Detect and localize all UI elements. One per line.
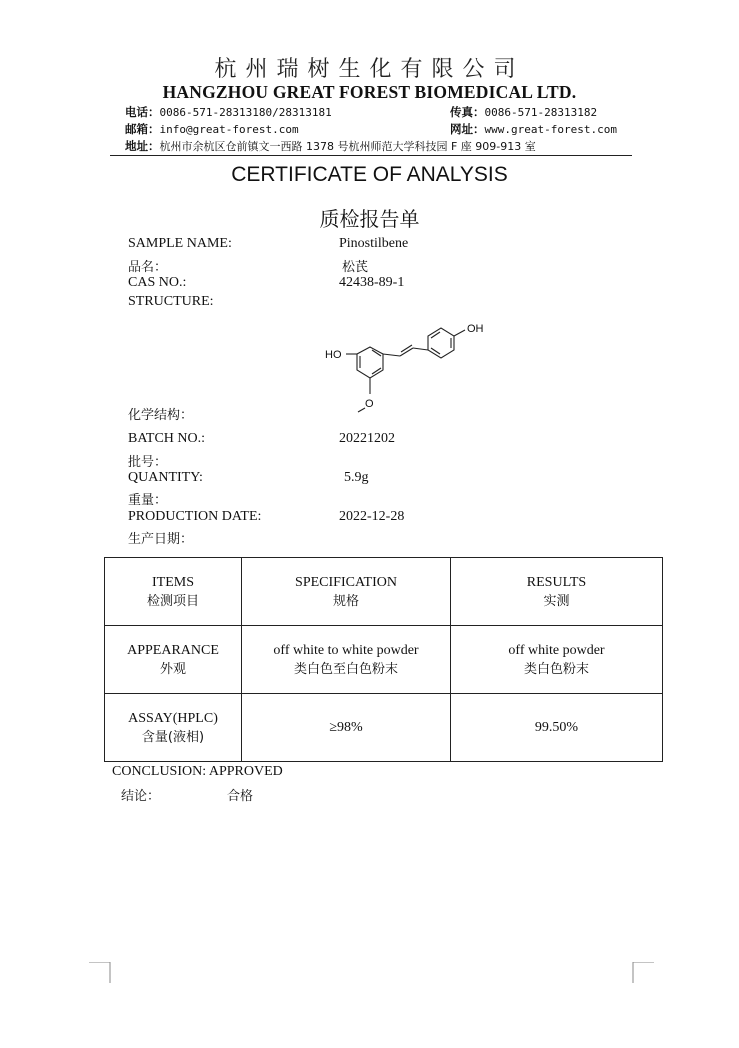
- structure-cn-label: 化学结构：: [128, 408, 194, 423]
- appearance-spec-en: off white to white powder: [273, 642, 419, 658]
- sample-name-value: Pinostilbene: [339, 236, 409, 251]
- tel-value: 0086-571-28313180/28313181: [159, 106, 332, 119]
- header-results: [451, 558, 663, 626]
- table-row: [105, 626, 663, 694]
- header-specification-en: SPECIFICATION: [295, 574, 397, 590]
- header-items-cn: 检测项目: [146, 593, 199, 609]
- sample-name-cn-label: 品名：: [128, 260, 168, 275]
- assay-spec-value: ≥98%: [329, 720, 363, 735]
- assay-item-en: ASSAY(HPLC): [128, 710, 218, 726]
- production-date-value: 2022-12-28: [339, 509, 405, 524]
- fax-line: [450, 104, 597, 120]
- email-value: info@great-forest.com: [159, 123, 299, 136]
- appearance-spec-cn: 类白色至白色粉末: [293, 661, 398, 677]
- batch-label: BATCH NO.:: [128, 431, 206, 446]
- appearance-item-en: APPEARANCE: [127, 642, 219, 658]
- assay-result-value: 99.50%: [534, 720, 579, 735]
- quantity-cn-label: 重量：: [128, 493, 168, 508]
- structure-oh-left-label: HO: [325, 349, 342, 361]
- production-date-label: PRODUCTION DATE:: [128, 509, 262, 524]
- fax-value: 0086-571-28313182: [484, 106, 598, 119]
- row-spec: [242, 694, 451, 762]
- cas-label: CAS NO.:: [128, 275, 187, 290]
- table-row: [105, 694, 663, 762]
- row-result: [451, 626, 663, 694]
- sample-name-label: SAMPLE NAME:: [128, 236, 232, 251]
- sample-name-cn-value: 松芪: [342, 260, 369, 275]
- header-results-en: RESULTS: [526, 574, 587, 590]
- company-name-cn: 杭州瑞树生化有限公司: [214, 57, 525, 82]
- header-divider: [110, 155, 632, 156]
- address-label: 地址：: [125, 139, 160, 153]
- address-line: [125, 138, 536, 154]
- quantity-label: QUANTITY:: [128, 470, 203, 485]
- appearance-result-en: off white powder: [508, 642, 605, 658]
- company-name-en: HANGZHOU GREAT FOREST BIOMEDICAL LTD.: [162, 82, 577, 102]
- row-result: [451, 694, 663, 762]
- certificate-title-cn: 质检报告单: [319, 207, 420, 231]
- row-item: [105, 626, 242, 694]
- certificate-title: CERTIFICATE OF ANALYSIS: [231, 163, 508, 186]
- batch-value: 20221202: [339, 431, 395, 446]
- address-value: 杭州市余杭区仓前镇文一西路 1378 号杭州师范大学科技园 F 座 909-913 室: [159, 140, 536, 153]
- quantity-value: 5.9g: [344, 470, 369, 485]
- web-value: www.great-forest.com: [484, 123, 617, 136]
- fax-label: 传真：: [450, 105, 485, 119]
- tel-line: [125, 104, 332, 120]
- header-items-en: ITEMS: [152, 574, 194, 590]
- row-item: [105, 694, 242, 762]
- header-specification-cn: 规格: [332, 593, 359, 609]
- structure-oh-top-label: OH: [467, 323, 484, 335]
- web-label: 网址：: [450, 122, 485, 136]
- conclusion-cn-label: 结论：: [121, 789, 161, 804]
- table-header-row: [105, 558, 663, 626]
- page-corner-mark-right: [632, 962, 654, 984]
- appearance-result-cn: 类白色粉末: [523, 661, 589, 677]
- conclusion-cn-value: 合格: [227, 789, 254, 804]
- email-line: [125, 121, 299, 137]
- conclusion-label: CONCLUSION: APPROVED: [112, 764, 283, 779]
- analysis-table: [104, 557, 663, 762]
- web-line: [450, 121, 617, 137]
- cas-value: 42438-89-1: [339, 275, 405, 290]
- header-items: [105, 558, 242, 626]
- production-date-cn-label: 生产日期：: [128, 532, 194, 547]
- structure-bonds: [346, 328, 465, 412]
- header-specification: [242, 558, 451, 626]
- row-spec: [242, 626, 451, 694]
- assay-item-cn: 含量(液相): [141, 729, 205, 745]
- structure-label: STRUCTURE:: [128, 294, 214, 309]
- email-label: 邮箱：: [125, 122, 160, 136]
- batch-cn-label: 批号：: [128, 455, 168, 470]
- structure-o-label: O: [365, 398, 374, 410]
- header-results-cn: 实测: [543, 593, 570, 609]
- tel-label: 电话：: [125, 105, 160, 119]
- chemical-structure-diagram: [300, 312, 510, 417]
- appearance-item-cn: 外观: [159, 661, 186, 677]
- page-corner-mark-left: [89, 962, 111, 984]
